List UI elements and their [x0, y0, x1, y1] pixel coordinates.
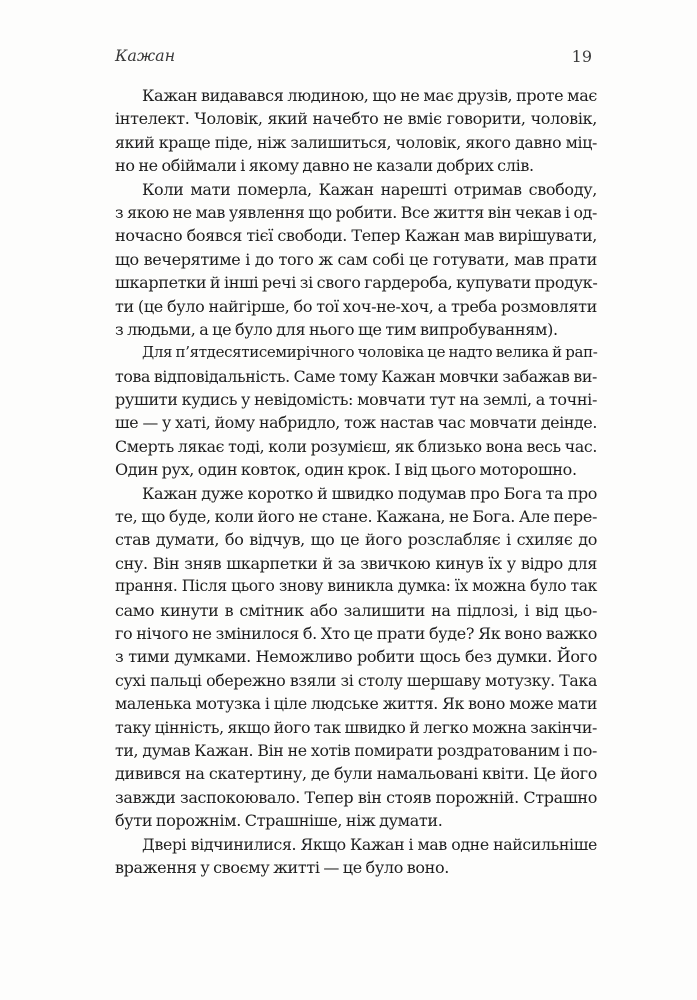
- text-line: само кинути в смітник або залишити на підлозі, і від цьо-: [115, 600, 597, 620]
- paragraph-4: [115, 482, 597, 833]
- text-line: но не обіймали і якому давно не казали добрих слів.: [115, 156, 534, 176]
- text-line: Кажан дуже коротко й швидко подумав про Бога та про: [142, 483, 597, 503]
- text-line: з якою не мав уявлення що робити. Все життя він чекав і од-: [115, 202, 597, 222]
- body-text: [115, 84, 597, 879]
- text-line: това відповідальність. Саме тому Кажан мовчки забажав ви-: [115, 366, 597, 386]
- text-line: те, що буде, коли його не стане. Кажана, не Бога. Але пере-: [115, 507, 597, 527]
- text-line: який краще піде, ніж залишиться, чоловік, якого давно міц-: [115, 132, 597, 152]
- text-line: ти (це було найгірше, бо тої хоч-не-хоч, а треба розмовляти: [115, 296, 597, 316]
- text-line: став думати, бо відчув, що це його розслабляє і схиляє до: [115, 530, 597, 550]
- text-line: Коли мати померла, Кажан нарешті отримав свободу,: [142, 179, 597, 199]
- paragraph-5: [115, 833, 597, 880]
- text-line: бути порожнім. Страшніше, ніж думати.: [115, 811, 443, 831]
- text-line: інтелект. Чоловік, який начебто не вміє говорити, чоловік,: [115, 109, 597, 129]
- paragraph-1: [115, 84, 597, 178]
- text-line: таку цінність, якщо його так швидко й легко можна закінчи-: [115, 717, 597, 737]
- text-line: завжди заспокоювало. Тепер він стояв порожній. Страшно: [115, 787, 597, 807]
- text-line: Для п’ятдесятисемирічного чоловіка це надто велика й рап-: [142, 343, 598, 362]
- text-line: Кажан видавався людиною, що не має друзів, проте має: [142, 86, 597, 105]
- text-line: з тими думками. Неможливо робити щось без думки. Його: [115, 647, 597, 667]
- text-line: ше — у хаті, йому набридло, тож настав час мовчати деінде.: [115, 413, 597, 433]
- text-line: сну. Він зняв шкарпетки й за звичкою кинув їх у відро для: [115, 553, 597, 573]
- text-line: Смерть лякає тоді, коли розумієш, як близько вона весь час.: [115, 436, 597, 456]
- text-line: що вечерятиме і до того ж сам собі це готувати, мав прати: [115, 249, 597, 269]
- page-number: 19: [571, 47, 592, 66]
- text-line: маленька мотузка і ціле людське життя. Як воно може мати: [115, 694, 597, 714]
- text-line: дивився на скатертину, де були намальовані квіти. Це його: [115, 764, 597, 784]
- paragraph-3: [115, 341, 597, 481]
- text-line: враження у своєму житті — це було воно.: [115, 857, 450, 877]
- text-line: ночасно боявся тієї свободи. Тепер Кажан мав вирішувати,: [115, 226, 597, 246]
- text-line: шкарпетки й інші речі зі свого гардероба, купувати продук-: [115, 273, 598, 293]
- text-line: Один рух, один ковток, один крок. І від цього моторошно.: [115, 460, 577, 480]
- text-line: го нічого не змінилося б. Хто це прати буде? Як воно важко: [115, 623, 597, 643]
- paragraph-2: [115, 178, 597, 342]
- text-line: рушити кудись у невідомість: мовчати тут на землі, а точні-: [115, 390, 597, 410]
- text-line: ти, думав Кажан. Він не хотів помирати роздратованим і по-: [115, 740, 597, 760]
- text-line: з людьми, а це було для нього ще тим випробуванням).: [115, 319, 558, 339]
- text-line: Двері відчинилися. Якщо Кажан і мав одне найсильніше: [142, 834, 597, 854]
- text-line: прання. Після цього знову виникла думка: їх можна було так: [115, 577, 597, 596]
- running-title: Кажан: [115, 46, 176, 65]
- text-line: сухі пальці обережно взяли зі столу шершаву мотузку. Така: [115, 670, 597, 690]
